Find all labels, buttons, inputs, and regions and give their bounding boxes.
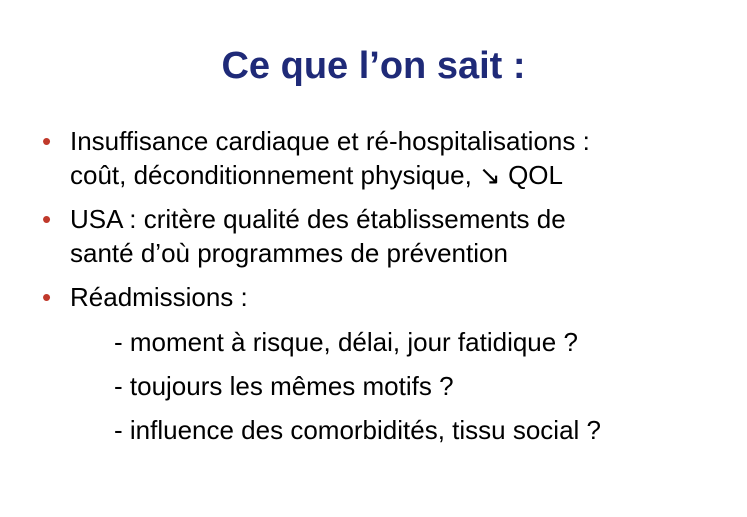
sub-list <box>36 324 726 448</box>
slide-title: Ce que l’on sait : <box>221 45 526 87</box>
bullet-dot-icon: • <box>42 204 52 234</box>
bullet-text-line: USA : critère qualité des établissements de <box>70 204 566 234</box>
bullet-item <box>36 202 726 270</box>
bullet-item <box>36 124 726 192</box>
bullet-dot-icon: • <box>42 282 52 312</box>
bullet-text-line: coût, déconditionnement physique, ↘ QOL <box>70 160 563 190</box>
bullet-text-line: Réadmissions : <box>70 282 248 312</box>
sub-list-item: - moment à risque, délai, jour fatidique ? <box>114 327 578 357</box>
sub-list-item: - toujours les mêmes motifs ? <box>114 371 454 401</box>
sub-list-item: - influence des comorbidités, tissu social ? <box>114 415 602 445</box>
bullet-text-line: santé d’où programmes de prévention <box>70 238 508 268</box>
slide-content <box>36 124 726 448</box>
bullet-dot-icon: • <box>42 126 52 156</box>
bullet-item <box>36 280 726 314</box>
bullet-text-line: Insuffisance cardiaque et ré-hospitalisations : <box>70 126 590 156</box>
